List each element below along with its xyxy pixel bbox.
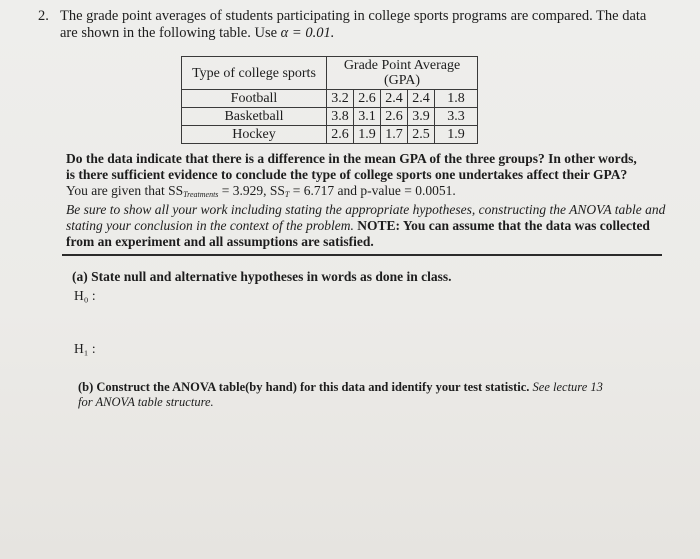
part-a-label: (a) State null and alternative hypotheses in words as done in class. — [72, 269, 452, 284]
table-cell: 1.8 — [435, 90, 478, 108]
question-prompt — [66, 151, 666, 250]
table-cell: 3.8 — [327, 108, 354, 126]
part-b — [78, 380, 658, 409]
given-prefix: You are given that SS — [66, 182, 184, 198]
table-cell: 1.7 — [381, 126, 408, 144]
table-cell: 2.4 — [408, 90, 435, 108]
header-gpa: Grade Point Average (GPA) — [327, 57, 478, 90]
part-b-reference-2: for ANOVA table structure. — [78, 394, 214, 409]
h0-label: H₀ : — [74, 288, 96, 303]
table-cell: 2.5 — [408, 126, 435, 144]
table-cell: 3.1 — [354, 108, 381, 126]
table-row — [182, 90, 478, 108]
note-text: NOTE: You can assume that the data was collected — [353, 218, 650, 234]
instructions-line-2 — [66, 218, 666, 234]
given-suffix: = 6.717 and p-value = 0.0051. — [289, 182, 456, 198]
header-sport-type: Type of college sports — [182, 57, 327, 90]
given-mid: = 3.929, SS — [218, 182, 285, 198]
table-header-row — [182, 57, 478, 90]
instructions-line-2-italic: stating your conclusion in the context of the problem. — [66, 218, 354, 234]
gpa-table — [181, 56, 478, 144]
given-subscript-treatments: Treatments — [183, 189, 219, 199]
row-sport: Hockey — [182, 126, 327, 144]
row-sport: Basketball — [182, 108, 327, 126]
intro-line-2 — [60, 25, 678, 42]
intro-line-1: The grade point averages of students participating in college sports programs are compared. The data — [60, 8, 647, 24]
table-cell: 3.2 — [327, 90, 354, 108]
given-subscript-total: T — [284, 189, 290, 199]
table-cell: 3.3 — [435, 108, 478, 126]
prompt-bold-line-2: is there sufficient evidence to conclude the type of college sports one undertakes affect their GPA? — [66, 166, 628, 182]
question-number: 2. — [38, 8, 49, 24]
table-row — [182, 108, 478, 126]
part-b-label: (b) Construct the ANOVA table(by hand) for this data and identify your test statistic. — [78, 380, 530, 394]
alpha-value: α = 0.01. — [280, 25, 335, 41]
h1-label: H₁ : — [74, 341, 96, 356]
prompt-bold-line-1: Do the data indicate that there is a difference in the mean GPA of the three groups? In other words, — [66, 151, 637, 166]
part-b-reference-1: See lecture 13 — [529, 380, 603, 394]
intro-line-2-text: are shown in the following table. Use — [60, 25, 281, 41]
table-cell: 2.6 — [381, 108, 408, 126]
question-intro — [38, 8, 678, 42]
table-row — [182, 126, 478, 144]
section-divider — [62, 254, 662, 256]
table-cell: 1.9 — [435, 126, 478, 144]
row-sport: Football — [182, 90, 327, 108]
table-cell: 3.9 — [408, 108, 435, 126]
table-cell: 2.6 — [327, 126, 354, 144]
given-values-line — [66, 183, 666, 203]
table-cell: 2.6 — [354, 90, 381, 108]
table-cell: 2.4 — [381, 90, 408, 108]
table-cell: 1.9 — [354, 126, 381, 144]
instructions-line-1: Be sure to show all your work including stating the appropriate hypotheses, constructing the ANOVA table and — [66, 202, 666, 218]
prompt-bold-line-3: from an experiment and all assumptions are satisfied. — [66, 233, 374, 249]
